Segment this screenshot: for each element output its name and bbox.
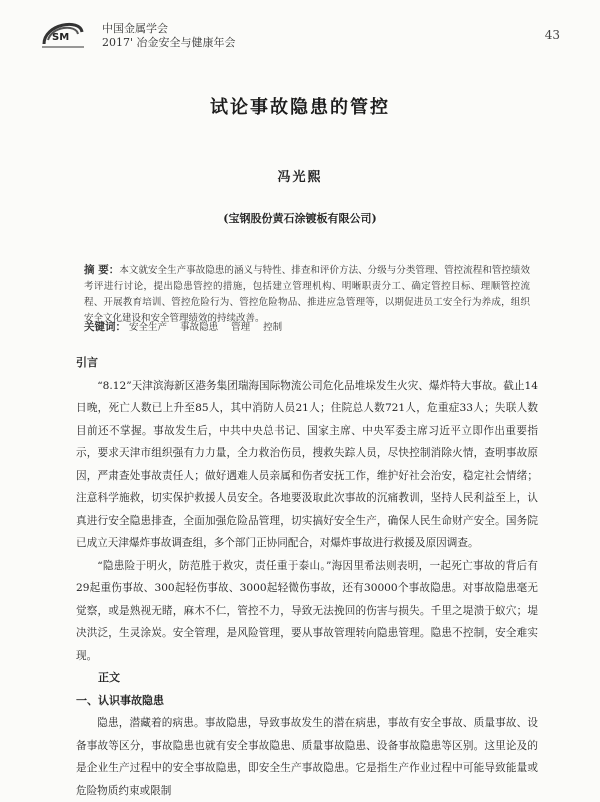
keywords-label: 关键词： <box>84 321 126 333</box>
svg-text:SM: SM <box>52 32 70 43</box>
csm-logo-icon <box>40 14 86 52</box>
keyword: 控制 <box>263 322 283 333</box>
abstract-text: 本文就安全生产事故隐患的涵义与特性、排查和评价方法、分级与分类管理、管控流程和管控绩效考评进行讨论，提出隐患管控的措施，包括建立管理机构、明晰职责分工、确定管控目标、理顺管控流程、开展教育培训、管控危险行为、管控危险物品、推进应急管理等，以期促进员工安全行为养成，组织安全文化建设和安全管理绩效的持续改善。 <box>84 265 530 324</box>
org-name: 中国金属学会 <box>102 22 168 35</box>
keywords <box>84 319 530 334</box>
keyword: 事故隐患 <box>180 322 219 333</box>
author: 冯光熙 <box>277 170 323 185</box>
keyword: 管理 <box>231 322 251 333</box>
main-heading: 正文 <box>98 671 120 684</box>
paragraph: 隐患，潜藏着的病患。事故隐患，导致事故发生的潜在病患，事故有安全事故、质量事故、设备事故等区分，事故隐患也就有安全事故隐患、质量事故隐患、设备事故隐患等区别。这里论及的是企业生产过程中的安全事故隐患，即安全生产事故隐患。它是指生产作业过程中可能导致能量或危险物质约束或限制 <box>76 717 538 797</box>
abstract-label: 摘 要： <box>84 264 120 276</box>
paper-body <box>76 352 538 802</box>
paragraph: “隐患险于明火，防范胜于救灾，责任重于泰山。”海因里希法则表明，一起死亡事故的背后有29起重伤事故、300起轻伤事故、3000起轻微伤事故，还有30000个事故隐患。对事故隐患毫无觉察，或是熟视无睹，麻木不仁，管控不力，导致无法挽回的伤害与损失。千里之堤溃于蚁穴；堤决洪泛，生灵涂炭。安全管理，是风险管理，要从事故管理转向隐患管理。隐患不控制，安全难实现。 <box>76 559 538 662</box>
affiliation: (宝钢股份黄石涂镀板有限公司) <box>223 212 377 225</box>
section-heading: 一、认识事故隐患 <box>76 693 164 707</box>
paragraph: “8.12”天津滨海新区港务集团瑞海国际物流公司危化品堆垛发生火灾、爆炸特大事故。截止14日晚，死亡人数已上升至85人，其中消防人员21人；住院总人数721人，危重症33人；失联人数目前还不掌握。事故发生后，中共中央总书记、国家主席、中央军委主席习近平立即作出重要指示，要求天津市组织强有力力量，全力救治伤员，搜救失踪人员，尽快控制消除火情，查明事故原因，严肃查处事故责任人；做好遇难人员亲属和伤者安抚工作，维护好社会治安，稳定社会情绪；注意科学施救，切实保护救援人员安全。各地要汲取此次事故的沉痛教训，坚持人民利益至上，认真进行安全隐患排查，全面加强危险品管理，切实搞好安全生产，确保人民生命财产安全。国务院已成立天津爆炸事故调查组，多个部门正协同配合，对爆炸事故进行救援及原因调查。 <box>76 379 538 549</box>
page-number: 43 <box>544 28 560 42</box>
intro-heading: 引言 <box>76 356 98 369</box>
page-header <box>40 14 560 54</box>
conference-name: 2017' 冶金安全与健康年会 <box>102 36 236 49</box>
abstract <box>84 262 530 327</box>
keyword: 安全生产 <box>129 322 168 333</box>
conference-info <box>102 22 236 50</box>
paper-title: 试论事故隐患的管控 <box>210 97 390 118</box>
